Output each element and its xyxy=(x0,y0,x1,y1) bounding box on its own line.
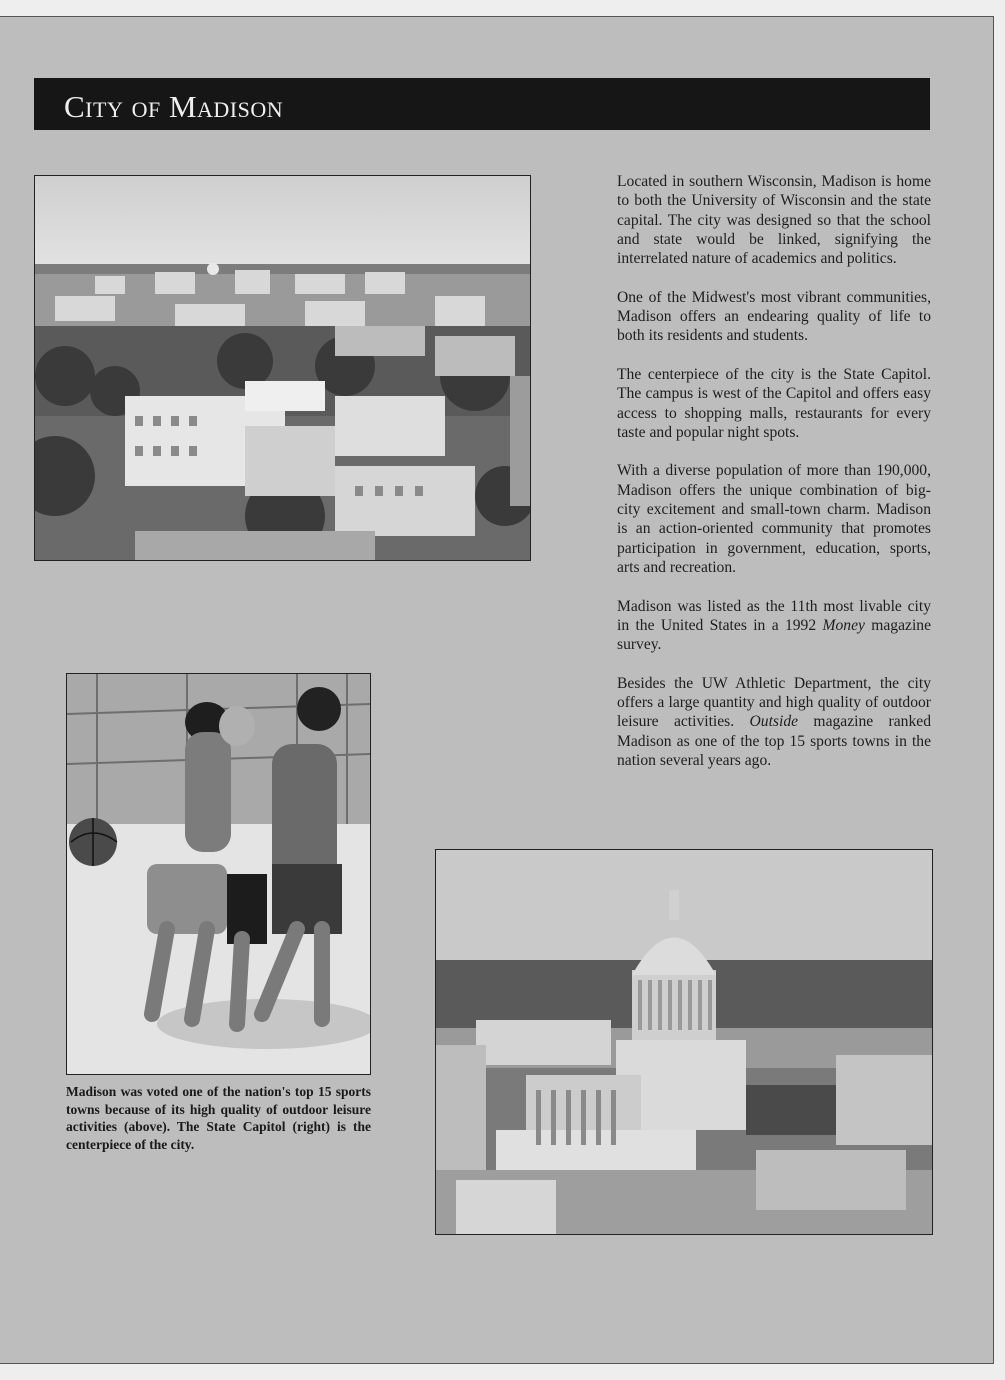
paragraph-3: The centerpiece of the city is the State Capitol. The campus is west of the Capitol and offers easy access to shopping malls, restaurants for every taste and popular night spots. xyxy=(617,365,931,441)
paragraph-2: One of the Midwest's most vibrant communities, Madison offers an endearing quality of life to both its residents and students. xyxy=(617,288,931,345)
paragraph-5-magazine-name: Money xyxy=(822,616,865,634)
page-title: City of Madison xyxy=(64,89,284,124)
paragraph-1: Located in southern Wisconsin, Madison is home to both the University of Wisconsin and the state capital. The city was designed so that the school and state would be linked, signifying the interrelated nature of academics and politics. xyxy=(617,173,931,268)
paragraph-6-magazine-name: Outside xyxy=(749,713,799,731)
basketball-photo xyxy=(66,673,371,1075)
paragraph-4: With a diverse population of more than 190,000, Madison offers the unique combination of big-city excitement and small-town charm. Madison is an action-oriented community that promotes participation in government, education, sports, arts and recreation. xyxy=(617,462,931,576)
aerial-city-photo xyxy=(34,175,531,561)
title-bar xyxy=(34,78,930,130)
paragraph-6-text-b: magazine ranked Madison as one of the top 15 sports towns in the nation several years ago. xyxy=(617,713,931,769)
paragraph-5 xyxy=(617,597,931,655)
paragraph-5-text-a: Madison was listed as the 11th most livable city in the United States in a 1992 xyxy=(617,597,931,634)
body-text xyxy=(617,172,931,790)
paragraph-5-text-b: magazine survey. xyxy=(617,616,932,654)
photo-caption: Madison was voted one of the nation's top 15 sports towns because of its high quality of outdoor leisure activities (above). The State Capitol (right) is the centerpiece of the city. xyxy=(66,1084,371,1152)
capitol-photo xyxy=(435,849,933,1235)
paragraph-6-text-a: Besides the UW Athletic Department, the city offers a large quantity and high quality of outdoor leisure activities. xyxy=(617,674,931,731)
paragraph-6 xyxy=(617,674,931,770)
